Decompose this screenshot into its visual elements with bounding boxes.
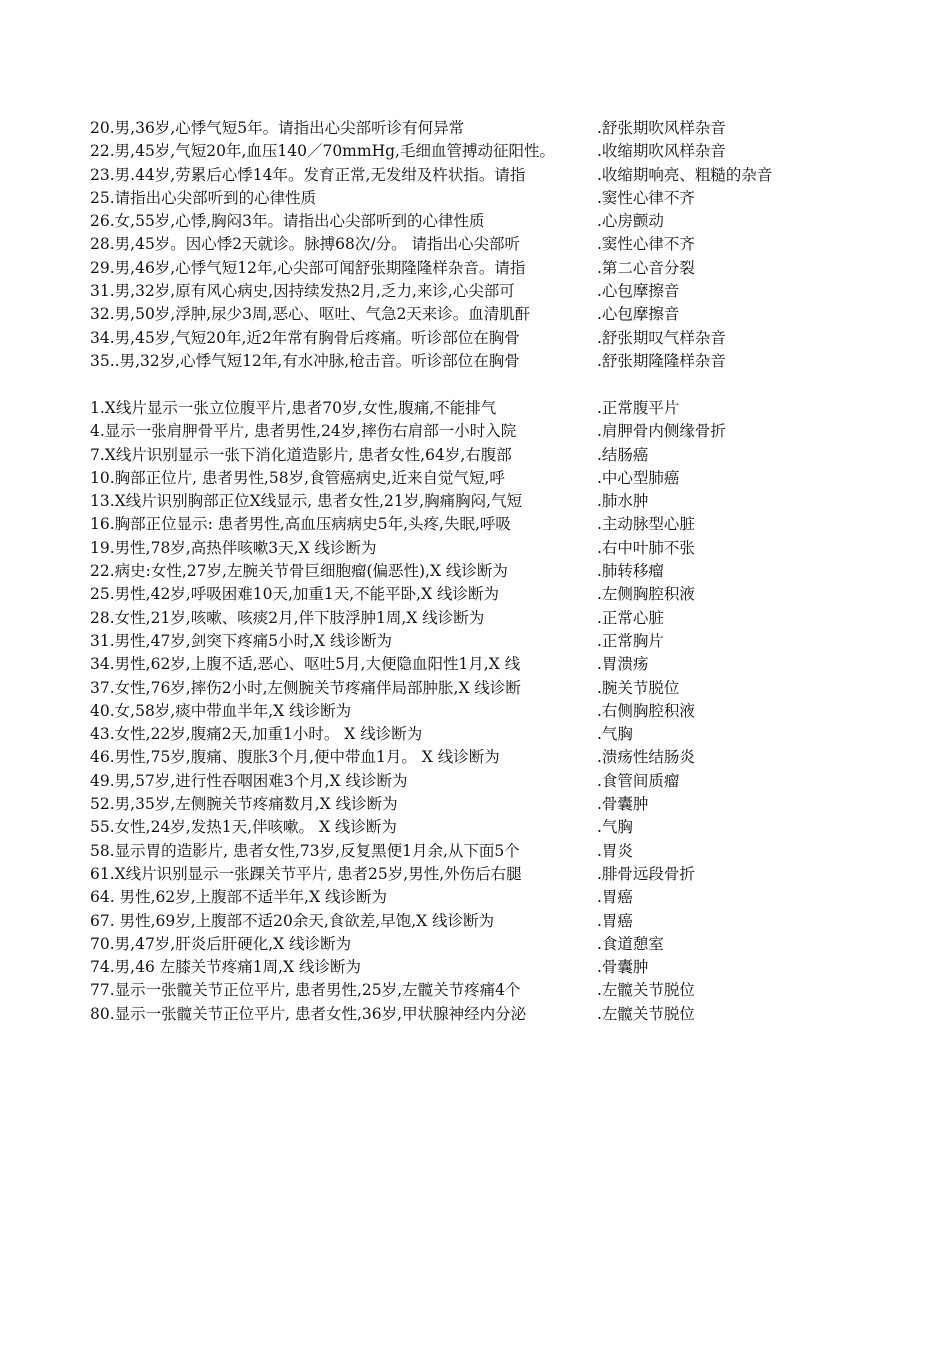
question-row (0, 117, 950, 140)
question-text: 52.男,35岁,左侧腕关节疼痛数月,X 线诊断为 (90, 795, 398, 814)
question-row (0, 257, 950, 280)
question-text: 1.X线片显示一张立位腹平片,患者70岁,女性,腹痛,不能排气 (90, 399, 497, 417)
answer-text: .心包摩擦音 (597, 282, 680, 301)
question-text: 70.男,47岁,肝炎后肝硬化,X 线诊断为 (90, 934, 352, 953)
question-row (0, 444, 950, 467)
answer-text: .结肠癌 (597, 445, 649, 464)
answer-text: .左髋关节脱位 (597, 1004, 695, 1023)
question-text: 61.X线片识别显示一张踝关节平片, 患者25岁,男性,外伤后右腿 (90, 864, 522, 883)
question-row (0, 583, 950, 606)
question-row (0, 770, 950, 793)
answer-text: .肺水肿 (597, 492, 649, 511)
question-text: 80.显示一张髋关节正位平片, 患者女性,36岁,甲状腺神经内分泌 (90, 1004, 527, 1023)
question-row (0, 933, 950, 956)
question-text: 31.男性,47岁,剑突下疼痛5小时,X 线诊断为 (90, 631, 392, 650)
answer-text: .舒张期吹风样杂音 (597, 119, 726, 137)
answer-text: .心包摩擦音 (597, 305, 680, 324)
question-row (0, 280, 950, 303)
xray-diagnosis-section (0, 397, 950, 1026)
question-row (0, 700, 950, 723)
answer-text: .正常胸片 (597, 631, 664, 650)
answer-text: .第二心音分裂 (597, 258, 695, 277)
question-text: 64. 男性,62岁,上腹部不适半年,X 线诊断为 (90, 888, 388, 907)
question-row (0, 956, 950, 979)
question-text: 29.男,46岁,心悸气短12年,心尖部可闻舒张期隆隆样杂音。请指 (90, 258, 526, 277)
question-row (0, 816, 950, 839)
question-text: 20.男,36岁,心悸气短5年。请指出心尖部听诊有何异常 (90, 119, 465, 137)
answer-text: .骨囊肿 (597, 958, 649, 977)
question-row (0, 490, 950, 513)
answer-text: .腓骨远段骨折 (597, 864, 695, 883)
question-row (0, 164, 950, 187)
answer-text: .主动脉型心脏 (597, 515, 695, 534)
question-text: 49.男,57岁,进行性吞咽困难3个月,X 线诊断为 (90, 771, 408, 790)
question-row (0, 653, 950, 676)
question-row (0, 233, 950, 256)
question-text: 22.男,45岁,气短20年,血压140／70mmHg,毛细血管搏动征阳性。 (90, 142, 555, 161)
answer-text: .胃癌 (597, 888, 633, 907)
answer-text: .食道憩室 (597, 934, 664, 953)
question-row (0, 630, 950, 653)
answer-text: .窦性心律不齐 (597, 235, 695, 254)
question-text: 67. 男性,69岁,上腹部不适20余天,食欲差,早饱,X 线诊断为 (90, 911, 495, 930)
answer-text: .右侧胸腔积液 (597, 701, 695, 720)
question-row (0, 607, 950, 630)
question-text: 77.显示一张髋关节正位平片, 患者男性,25岁,左髋关节疼痛4个 (90, 981, 521, 1000)
question-text: 34.男性,62岁,上腹不适,恶心、呕吐5月,大便隐血阳性1月,X 线 (90, 655, 521, 674)
question-row (0, 560, 950, 583)
question-row (0, 210, 950, 233)
answer-text: .肩胛骨内侧缘骨折 (597, 422, 726, 441)
answer-text: .窦性心律不齐 (597, 188, 695, 207)
question-row (0, 467, 950, 490)
answer-text: .收缩期吹风样杂音 (597, 142, 726, 161)
question-text: 22.病史:女性,27岁,左腕关节骨巨细胞瘤(偏恶性),X 线诊断为 (90, 562, 508, 581)
answer-text: .正常心脏 (597, 608, 664, 627)
answer-text: .左髋关节脱位 (597, 981, 695, 1000)
answer-text: .心房颤动 (597, 212, 664, 231)
question-text: 23.男.44岁,劳累后心悸14年。发育正常,无发绀及杵状指。请指 (90, 165, 526, 184)
answer-text: .中心型肺癌 (597, 468, 680, 487)
question-text: 25.请指出心尖部听到的心律性质 (90, 188, 317, 207)
question-row (0, 910, 950, 933)
question-text: 40.女,58岁,痰中带血半年,X 线诊断为 (90, 701, 352, 720)
answer-text: .正常腹平片 (597, 399, 680, 417)
question-text: 28.男,45岁。因心悸2天就诊。脉搏68次/分。 请指出心尖部听 (90, 235, 521, 254)
answer-text: .右中叶肺不张 (597, 538, 695, 557)
answer-text: .胃溃疡 (597, 655, 649, 674)
answer-text: .气胸 (597, 725, 633, 744)
question-text: 37.女性,76岁,摔伤2小时,左侧腕关节疼痛伴局部肿胀,X 线诊断 (90, 678, 521, 697)
answer-text: .胃炎 (597, 841, 633, 860)
question-text: 46.男性,75岁,腹痛、腹胀3个月,便中带血1月。 X 线诊断为 (90, 748, 500, 767)
answer-text: .收缩期响亮、粗糙的杂音 (597, 165, 773, 184)
question-row (0, 677, 950, 700)
question-text: 16.胸部正位显示: 患者男性,高血压病病史5年,头疼,失眠,呼吸 (90, 515, 511, 534)
question-text: 28.女性,21岁,咳嗽、咳痰2月,伴下肢浮肿1周,X 线诊断为 (90, 608, 485, 627)
question-row (0, 1003, 950, 1026)
question-text: 7.X线片识别显示一张下消化道造影片, 患者女性,64岁,右腹部 (90, 445, 512, 464)
question-row (0, 397, 950, 420)
question-row (0, 303, 950, 326)
question-row (0, 840, 950, 863)
answer-text: .舒张期隆隆样杂音 (597, 351, 726, 370)
heart-auscultation-section (0, 117, 950, 373)
question-row (0, 863, 950, 886)
question-row (0, 979, 950, 1002)
answer-text: .食管间质瘤 (597, 771, 680, 790)
answer-text: .溃疡性结肠炎 (597, 748, 695, 767)
question-row (0, 350, 950, 373)
question-text: 25.男性,42岁,呼吸困难10天,加重1天,不能平卧,X 线诊断为 (90, 585, 500, 604)
question-row (0, 746, 950, 769)
answer-text: .腕关节脱位 (597, 678, 680, 697)
question-text: 34.男,45岁,气短20年,近2年常有胸骨后疼痛。听诊部位在胸骨 (90, 328, 520, 347)
question-row (0, 140, 950, 163)
question-text: 26.女,55岁,心悸,胸闷3年。请指出心尖部听到的心律性质 (90, 212, 485, 231)
question-text: 19.男性,78岁,高热伴咳嗽3天,X 线诊断为 (90, 538, 377, 557)
answer-text: .气胸 (597, 818, 633, 837)
question-text: 13.X线片识别胸部正位X线显示, 患者女性,21岁,胸痛胸闷,气短 (90, 492, 523, 511)
question-text: 32.男,50岁,浮肿,尿少3周,恶心、呕吐、气急2天来诊。血清肌酐 (90, 305, 531, 324)
question-text: 31.男,32岁,原有风心病史,因持续发热2月,乏力,来诊,心尖部可 (90, 282, 515, 301)
answer-text: .肺转移瘤 (597, 562, 664, 581)
answer-text: .舒张期叹气样杂音 (597, 328, 726, 347)
question-text: 43.女性,22岁,腹痛2天,加重1小时。 X 线诊断为 (90, 725, 423, 744)
question-row (0, 327, 950, 350)
question-text: 58.显示胃的造影片, 患者女性,73岁,反复黑便1月余,从下面5个 (90, 841, 520, 860)
question-row (0, 420, 950, 443)
question-row (0, 886, 950, 909)
question-text: 35..男,32岁,心悸气短12年,有水冲脉,枪击音。听诊部位在胸骨 (90, 351, 520, 370)
question-row (0, 723, 950, 746)
question-text: 4.显示一张肩胛骨平片, 患者男性,24岁,摔伤右肩部一小时入院 (90, 422, 517, 441)
question-text: 55.女性,24岁,发热1天,伴咳嗽。 X 线诊断为 (90, 818, 397, 837)
question-row (0, 793, 950, 816)
question-text: 10.胸部正位片, 患者男性,58岁,食管癌病史,近来自觉气短,呼 (90, 468, 505, 487)
answer-text: .骨囊肿 (597, 795, 649, 814)
question-text: 74.男,46 左膝关节疼痛1周,X 线诊断为 (90, 958, 361, 977)
answer-text: .胃癌 (597, 911, 633, 930)
question-row (0, 187, 950, 210)
question-row (0, 537, 950, 560)
question-row (0, 513, 950, 536)
answer-text: .左侧胸腔积液 (597, 585, 695, 604)
